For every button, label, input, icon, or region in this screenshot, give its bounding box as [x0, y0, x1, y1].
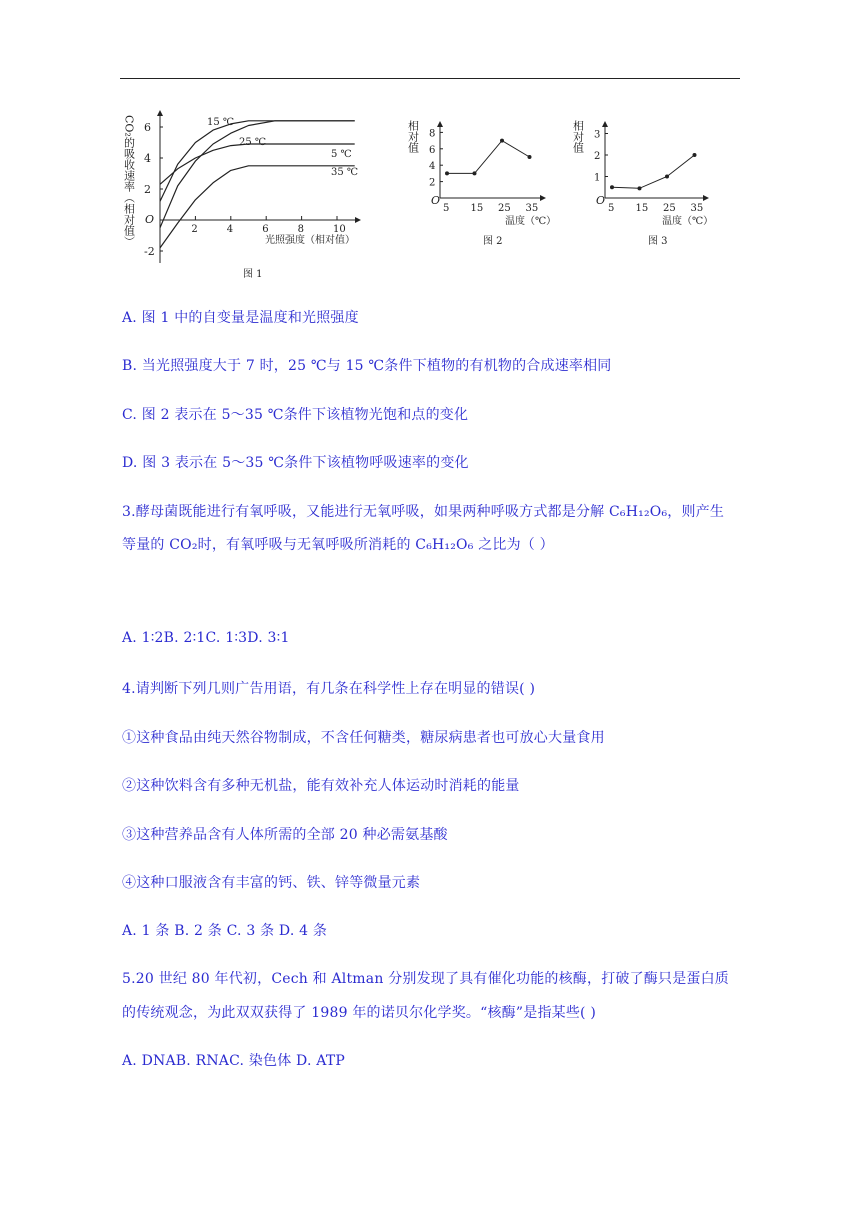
fig2-y-tick-label: 8 [429, 128, 436, 140]
fig3-y-tick-label: 2 [594, 151, 601, 162]
fig2-y-tick-label: 2 [429, 177, 436, 189]
fig1-y-tick-label: 6 [144, 121, 151, 134]
fig3-x-tick-label: 5 [608, 203, 615, 214]
fig2-point [500, 139, 504, 143]
figure-3-svg [570, 112, 730, 252]
header-rule [120, 78, 740, 79]
q4-item-4: ④这种口服液含有丰富的钙、铁、锌等微量元素 [122, 875, 421, 891]
fig1-caption: 图 1 [243, 269, 263, 280]
fig2-point [445, 171, 449, 175]
fig2-x-tick-label: 25 [498, 203, 511, 214]
fig3-y-tick-label: 1 [594, 172, 601, 184]
fig2-x-tick-label: 5 [443, 203, 450, 214]
fig3-x-tick-label: 15 [635, 203, 649, 214]
fig1-y-tick-label: -2 [144, 245, 155, 258]
q4-item-3: ③这种营养品含有人体所需的全部 20 种必需氨基酸 [122, 827, 448, 843]
q2-option-b: B. 当光照强度大于 7 时，25 ℃与 15 ℃条件下植物的有机物的合成速率相同 [122, 358, 612, 374]
q4-item-2: ②这种饮料含有多种无机盐，能有效补充人体运动时消耗的能量 [122, 778, 520, 794]
fig3-x-tick-label: 35 [690, 203, 704, 214]
fig1-x-tick-label: 2 [191, 224, 198, 235]
q2-option-c: C. 图 2 表示在 5～35 ℃条件下该植物光饱和点的变化 [122, 407, 469, 423]
figure-2-svg [405, 112, 575, 252]
fig1-curve-label-5: 5 ℃ [331, 149, 352, 160]
q5-stem-line-2: 的传统观念，为此双双获得了 1989 年的诺贝尔化学奖。“核酶”是指某些( ) [122, 1005, 597, 1021]
q5-options: A. DNAB. RNAC. 染色体 D. ATP [122, 1053, 345, 1069]
q4-options: A. 1 条 B. 2 条 C. 3 条 D. 4 条 [122, 923, 328, 939]
fig1-curve-label-35: 35 ℃ [331, 167, 359, 178]
fig1-x-tick-label: 6 [262, 224, 269, 235]
fig2-y-axis-label: 相对值 [406, 120, 420, 153]
fig1-y-tick-label: 4 [144, 152, 151, 165]
fig2-series-line [447, 141, 530, 174]
fig2-x-tick-label: 15 [470, 203, 484, 214]
fig3-x-tick-label: 25 [663, 203, 676, 214]
fig3-point [610, 185, 614, 189]
fig1-x-tick-label: 8 [297, 224, 304, 235]
q3-stem-line-1: 3.酵母菌既能进行有氧呼吸，又能进行无氧呼吸，如果两种呼吸方式都是分解 C₆H₁₂O₆，则产生 [122, 504, 725, 520]
fig1-x-tick-label: 10 [333, 224, 346, 235]
fig2-x-tick-label: 35 [525, 203, 539, 214]
q3-options: A. 1∶2B. 2∶1C. 1∶3D. 3∶1 [122, 630, 290, 646]
fig1-y-tick-label: 2 [144, 183, 151, 196]
q2-option-d: D. 图 3 表示在 5～35 ℃条件下该植物呼吸速率的变化 [122, 455, 469, 471]
fig1-y-axis-label: CO₂的吸收速率（相对值） [122, 115, 136, 247]
fig1-curve-label-15: 15 ℃ [207, 117, 235, 128]
fig2-caption: 图 2 [483, 236, 503, 247]
fig2-point [473, 171, 477, 175]
fig3-series-line [612, 155, 695, 188]
q3-stem-line-2: 等量的 CO₂时，有氧呼吸与无氧呼吸所消耗的 C₆H₁₂O₆ 之比为（ ） [122, 537, 554, 553]
fig3-origin: O [596, 194, 606, 207]
fig1-x-axis-label: 光照强度（相对值） [265, 235, 355, 246]
q2-option-a: A. 图 1 中的自变量是温度和光照强度 [122, 310, 359, 326]
q4-item-1: ①这种食品由纯天然谷物制成，不含任何糖类，糖尿病患者也可放心大量食用 [122, 730, 605, 746]
fig3-y-tick-label: 3 [594, 129, 601, 141]
q4-stem: 4.请判断下列几则广告用语，有几条在科学性上存在明显的错误( ) [122, 681, 536, 697]
fig3-point [693, 153, 697, 157]
fig1-origin: O [145, 213, 155, 226]
figure-3 [570, 112, 730, 252]
fig3-y-axis-label: 相对值 [571, 120, 585, 153]
fig1-x-tick-label: 4 [226, 224, 234, 235]
fig1-curve-label-25: 25 ℃ [239, 137, 267, 148]
figure-2 [405, 112, 575, 252]
fig2-y-tick-label: 4 [429, 161, 436, 173]
fig3-x-axis-label: 温度（℃） [662, 216, 714, 227]
figure-1 [115, 95, 380, 285]
fig2-x-axis-label: 温度（℃） [505, 216, 557, 227]
fig3-point [638, 186, 642, 190]
q5-stem-line-1: 5.20 世纪 80 年代初，Cech 和 Altman 分别发现了具有催化功能的核酶，打破了酶只是蛋白质 [122, 971, 729, 987]
fig2-point [528, 155, 532, 159]
fig2-origin: O [431, 194, 441, 207]
figure-1-svg [115, 95, 380, 285]
fig3-caption: 图 3 [648, 236, 668, 247]
fig2-y-tick-label: 6 [429, 144, 436, 156]
fig3-point [665, 175, 669, 179]
